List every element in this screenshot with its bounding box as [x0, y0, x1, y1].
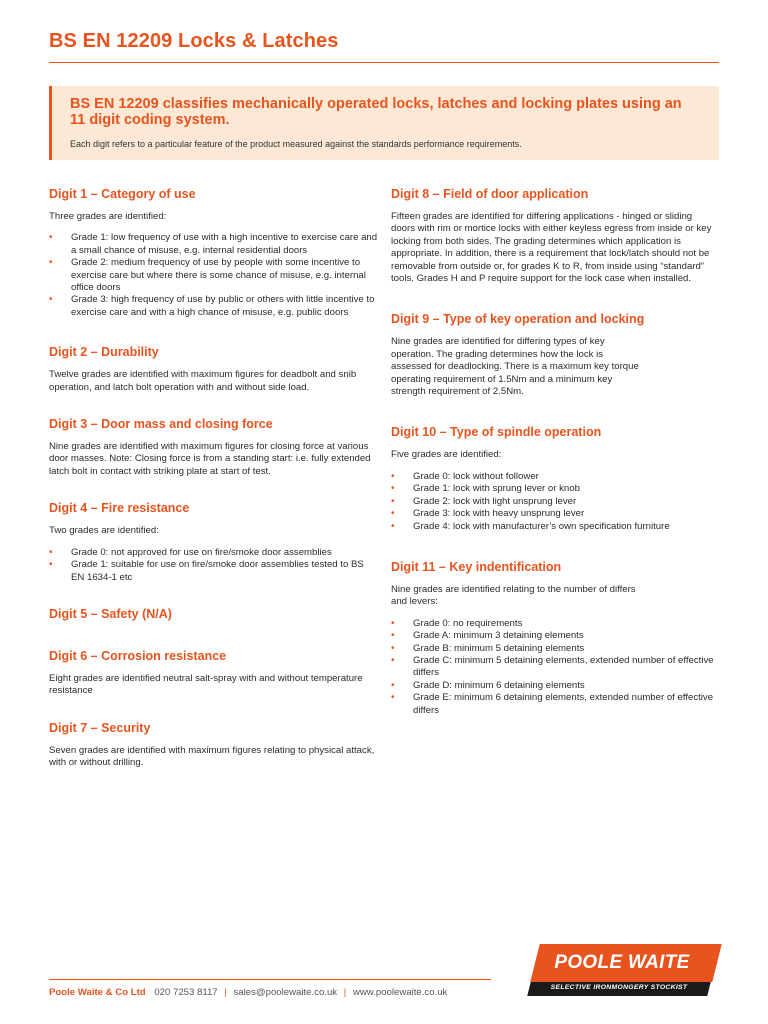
bullet-icon: • [49, 294, 53, 306]
bullet-icon: • [391, 617, 395, 629]
bullet-icon: • [49, 559, 53, 571]
section-intro: Three grades are identified: [49, 211, 167, 222]
list-item: • Grade C: minimum 5 detaining elements, extended number of effective differs [391, 654, 714, 679]
section-intro: Eight grades are identified neutral salt-spray with and without temperature resistance [49, 672, 363, 697]
section-digit-2 [49, 344, 379, 394]
list-item: • Grade D: minimum 6 detaining elements [391, 679, 585, 691]
bullet-icon: • [49, 232, 53, 244]
callout-headline: BS EN 12209 classifies mechanically operated locks, latches and locking plates using an 11 digit coding system. [70, 96, 682, 128]
section-heading: Digit 1 – Category of use [49, 187, 196, 201]
list-item: • Grade 2: lock with light unsprung lever [391, 495, 577, 507]
title-divider [49, 62, 719, 63]
bullet-list [391, 471, 721, 533]
bullet-icon: • [391, 692, 395, 704]
list-item: • Grade E: minimum 6 detaining elements, extended number of effective differs [391, 692, 714, 716]
list-item: • Grade 0: no requirements [391, 617, 523, 629]
footer-separator: | [224, 987, 227, 998]
list-item: • Grade 3: high frequency of use by public or others with little incentive to exercise care and with a high chance of misuse, e.g. public doors [49, 294, 375, 318]
logo-brand-text: POOLE WAITE [554, 952, 690, 973]
bullet-icon: • [391, 630, 395, 642]
bullet-icon: • [391, 520, 395, 532]
footer-separator: | [343, 987, 347, 998]
page-title: BS EN 12209 Locks & Latches [49, 30, 339, 52]
section-digit-7 [49, 720, 379, 770]
section-intro: Nine grades are identified with maximum figures for closing force at various door masses. Note: Closing force is from a standing start: i.e. fully extended latch bolt in contact with striking plate at start of test. [49, 441, 371, 477]
list-item: • Grade A: minimum 3 detaining elements [391, 630, 584, 642]
section-digit-11 [391, 559, 721, 717]
section-intro: Five grades are identified: [391, 449, 502, 461]
bullet-icon: • [391, 654, 395, 666]
section-digit-5 [49, 606, 379, 622]
section-digit-4 [49, 500, 379, 584]
section-heading: Digit 11 – Key indentification [391, 559, 562, 574]
section-heading: Digit 5 – Safety (N/A) [49, 606, 172, 621]
list-item: • Grade 1: suitable for use on fire/smoke door assemblies tested to BS EN 1634-1 etc [49, 559, 364, 583]
bullet-icon: • [391, 495, 395, 507]
footer-contact [49, 987, 447, 998]
section-digit-6 [49, 648, 379, 698]
callout-subtext: Each digit refers to a particular feature of the product measured against the standards performance requirements. [70, 139, 522, 149]
right-column [391, 186, 721, 717]
bullet-icon: • [49, 546, 53, 558]
section-heading: Digit 9 – Type of key operation and locking [391, 312, 645, 327]
section-heading: Digit 8 – Field of door application [391, 187, 589, 201]
section-heading: Digit 10 – Type of spindle operation [391, 425, 602, 440]
section-digit-8 [391, 186, 721, 285]
bullet-icon: • [391, 483, 395, 495]
footer-company: Poole Waite & Co Ltd [49, 987, 146, 998]
bullet-icon: • [391, 679, 395, 691]
section-heading: Digit 6 – Corrosion resistance [49, 648, 227, 663]
list-item: • Grade 3: lock with heavy unsprung lever [391, 508, 585, 520]
bullet-icon: • [391, 470, 395, 482]
list-item: • Grade 4: lock with manufacturer’s own specification furniture [391, 520, 670, 532]
list-item: • Grade 1: low frequency of use with a high incentive to exercise care and a small chance of misuse, e.g. internal residential doors [49, 232, 378, 256]
list-item: • Grade 0: not approved for use on fire/smoke door assemblies [49, 546, 332, 558]
callout-accent-bar [49, 86, 52, 160]
section-intro: Two grades are identified: [49, 525, 159, 537]
footer-divider [49, 979, 491, 980]
intro-callout [49, 86, 719, 160]
section-digit-9 [391, 311, 721, 398]
footer-website[interactable]: www.poolewaite.co.uk [352, 987, 448, 998]
section-digit-1 [49, 186, 379, 319]
footer-phone: 020 7253 8117 [154, 987, 218, 998]
logo-tagline: SELECTIVE IRONMONGERY STOCKIST [550, 983, 688, 991]
bullet-icon: • [391, 508, 395, 520]
list-item: • Grade 1: lock with sprung lever or knob [391, 483, 580, 495]
section-digit-10 [391, 424, 721, 532]
section-heading: Digit 3 – Door mass and closing force [49, 417, 273, 432]
bullet-list [391, 618, 721, 717]
list-item: • Grade B: minimum 5 detaining elements [391, 642, 585, 654]
bullet-icon: • [391, 642, 395, 654]
list-item: • Grade 2: medium frequency of use by people with some incentive to exercise care but where there is some chance of misuse, e.g. internal office doors [49, 257, 366, 294]
section-intro: Twelve grades are identified with maximum figures for deadbolt and snib operation, and latch bolt operation with and without side load. [49, 369, 357, 393]
left-column [49, 186, 379, 770]
bullet-icon: • [49, 257, 53, 269]
section-intro: Fifteen grades are identified for differing applications - hinged or sliding doors with rim or mortice locks with either keyless egress from inside or key locking from both sides. The grading determines which application is appropriate. In addition, there is a requirement that lock/latch should not be removable from outside or, for grades K to R, from inside using “standard” tools. Grades H and P require support for the lock case when installed. [391, 211, 712, 285]
section-intro: Nine grades are identified relating to the number of differs and levers: [391, 583, 636, 608]
section-heading: Digit 4 – Fire resistance [49, 501, 190, 516]
bullet-list [49, 232, 379, 319]
section-intro: Seven grades are identified with maximum figures relating to physical attack, with or without drilling. [49, 744, 375, 769]
section-heading: Digit 7 – Security [49, 720, 151, 735]
section-intro: Nine grades are identified for differing types of key operation. The grading determines how the lock is assessed for deadlocking. There is a maximum key torque operating requirement of 1.5Nm and a minimum key strength requirement of 2.5Nm. [391, 336, 639, 398]
bullet-list [49, 547, 379, 584]
list-item: • Grade 0: lock without follower [391, 470, 539, 482]
section-heading: Digit 2 – Durability [49, 345, 159, 360]
poole-waite-logo [527, 944, 719, 1000]
footer-email[interactable]: sales@poolewaite.co.uk [233, 987, 338, 998]
section-digit-3 [49, 416, 379, 478]
